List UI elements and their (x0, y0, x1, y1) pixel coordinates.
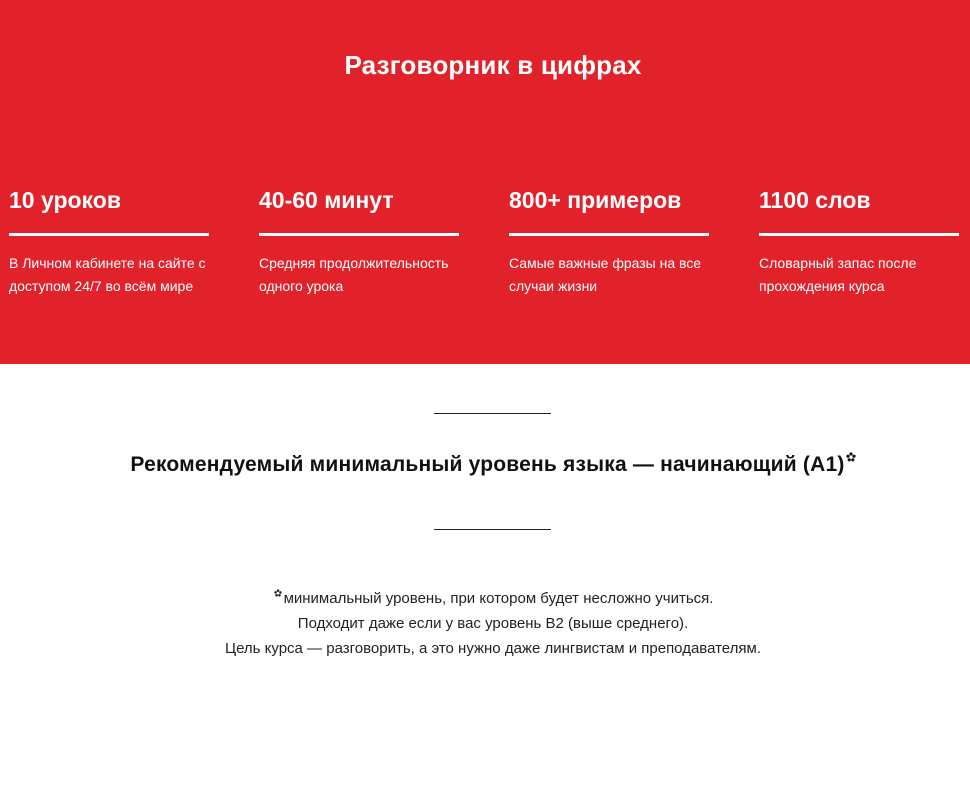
stats-row (9, 183, 959, 298)
stats-section (0, 0, 970, 364)
stat-value: 800+ примеров (509, 187, 682, 213)
recommended-level (0, 452, 970, 477)
stat-divider (9, 233, 209, 236)
stat-description: Словарный запас после прохождения курса (759, 255, 917, 294)
stat-divider (259, 233, 459, 236)
footnote (0, 586, 970, 661)
section-title: Разговорник в цифрах (344, 50, 642, 80)
stat-description: Самые важные фразы на все случаи жизни (509, 255, 702, 294)
stat-words (759, 183, 959, 298)
stat-value: 10 уроков (9, 187, 121, 213)
asterisk-icon (846, 452, 856, 462)
recommended-level-text: Рекомендуемый минимальный уровень языка — начинающий (А1) (130, 453, 845, 476)
footnote-text: минимальный уровень, при котором будет несложно учиться. (283, 590, 714, 607)
level-section (0, 364, 970, 803)
footnote-line: Цель курса — разговорить, а это нужно даже лингвистам и преподавателям. (224, 640, 762, 657)
divider-bottom (434, 529, 551, 530)
footnote-line: Подходит даже если у вас уровень B2 (выше среднего). (297, 615, 689, 632)
stat-description: Средняя продолжительность одного урока (259, 255, 449, 294)
stat-lessons (9, 183, 209, 298)
stat-value: 1100 слов (759, 187, 871, 213)
stat-description: В Личном кабинете на сайте с доступом 24/7 во всём мире (9, 255, 206, 294)
stat-divider (509, 233, 709, 236)
asterisk-icon (274, 589, 282, 597)
stat-examples (509, 183, 709, 298)
footnote-line (0, 586, 970, 611)
stat-duration (259, 183, 459, 298)
stat-divider (759, 233, 959, 236)
stat-value: 40-60 минут (259, 187, 394, 213)
divider-top (434, 413, 551, 414)
